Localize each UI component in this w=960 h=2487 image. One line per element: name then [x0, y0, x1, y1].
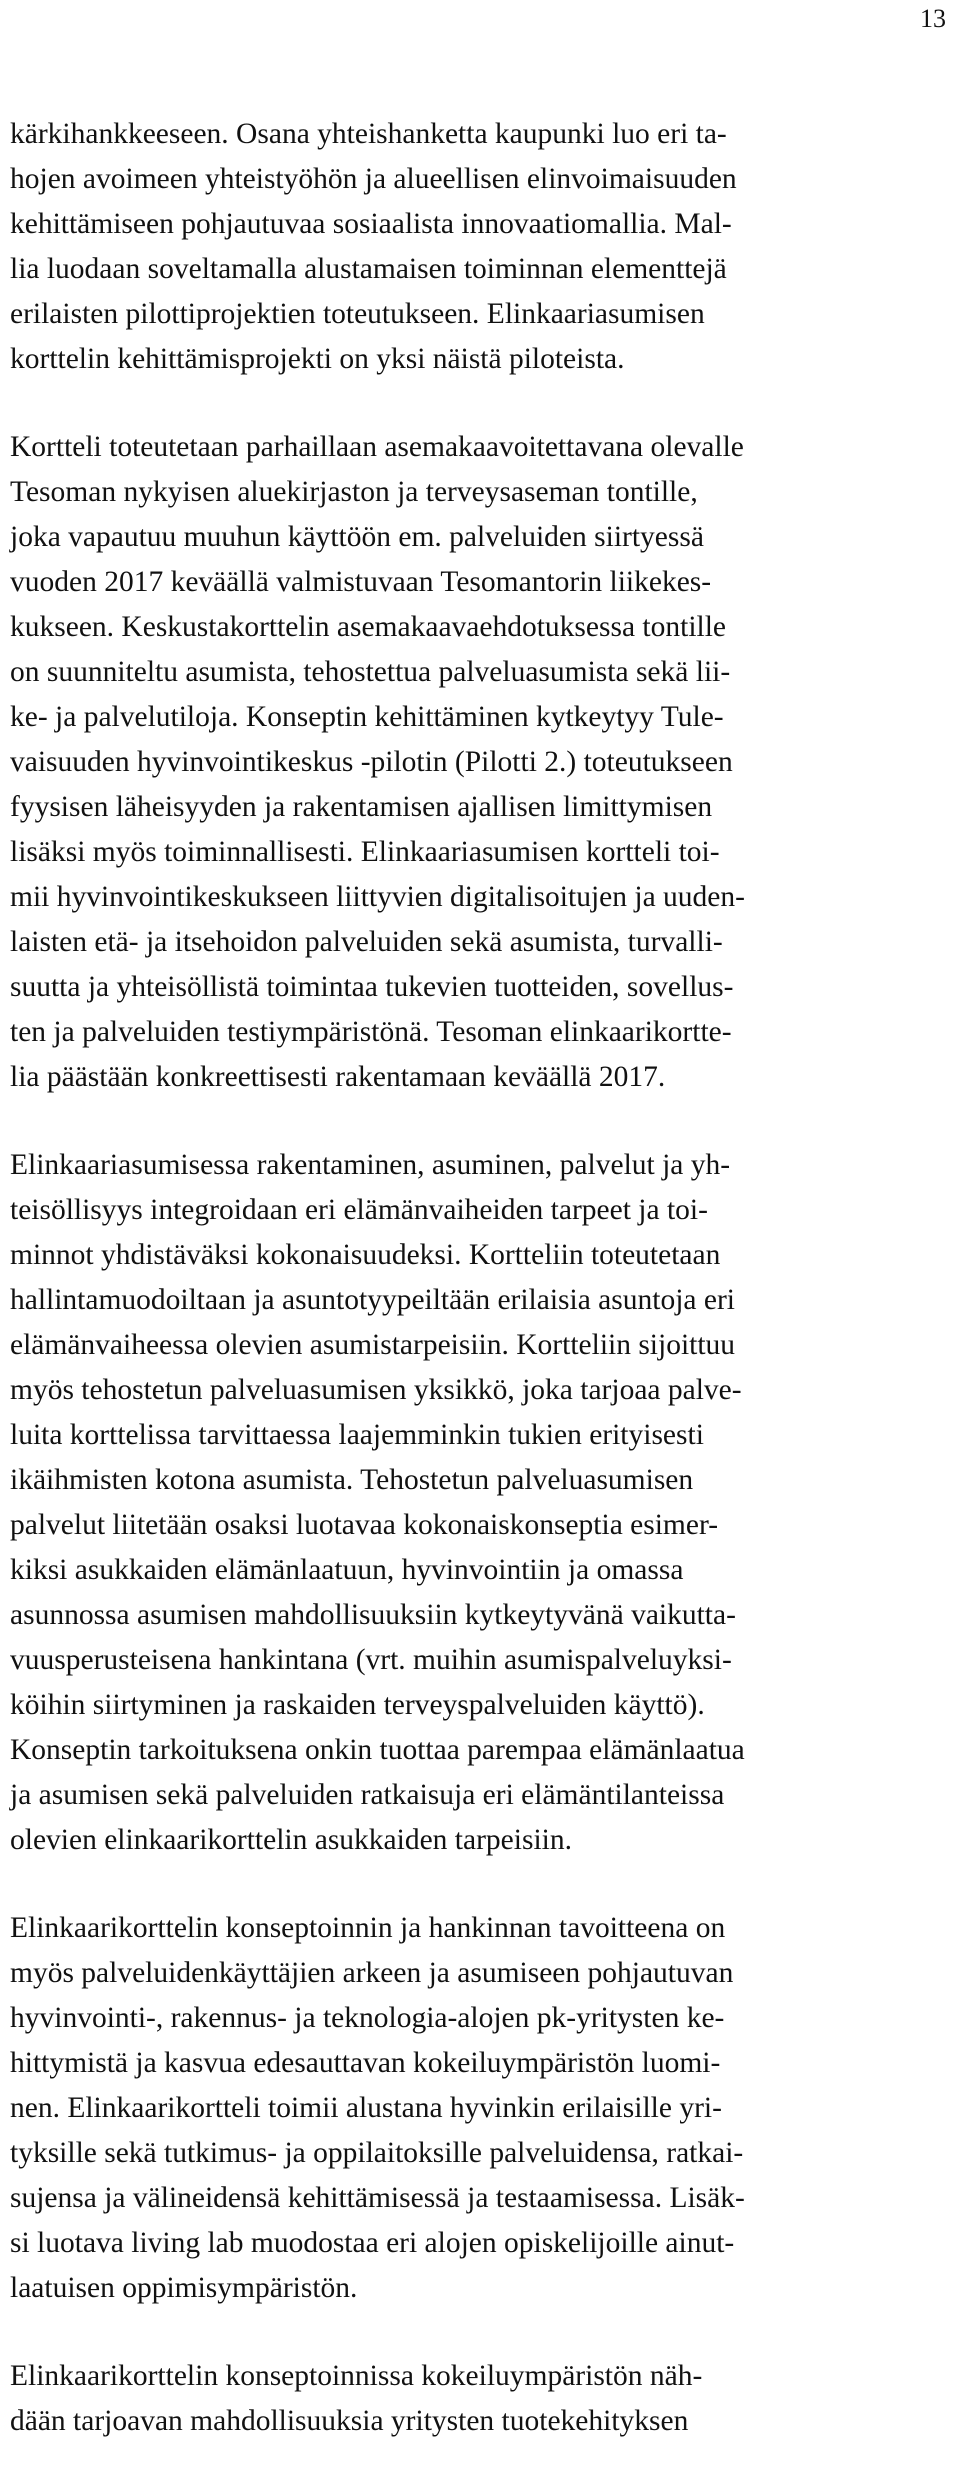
text-line: Kortteli toteutetaan parhaillaan asemakaavoitettavana olevalle [10, 431, 744, 463]
text-line: minnot yhdistäväksi kokonaisuudeksi. Kortteliin toteutetaan [10, 1239, 721, 1271]
text-line: myös palveluidenkäyttäjien arkeen ja asumiseen pohjautuvan [10, 1957, 734, 1989]
text-line: on suunniteltu asumista, tehostettua palveluasumista sekä lii- [10, 656, 731, 688]
text-line: lisäksi myös toiminnallisesti. Elinkaariasumisen kortteli toi- [10, 836, 720, 868]
paragraph-2 [10, 425, 870, 1100]
text-line: ikäihmisten kotona asumista. Tehostetun palveluasumisen [10, 1464, 694, 1496]
text-line: Elinkaarikorttelin konseptoinnin ja hankinnan tavoitteena on [10, 1912, 726, 1944]
text-line: köihin siirtyminen ja raskaiden terveyspalveluiden käyttö). [10, 1689, 705, 1721]
text-line: kukseen. Keskustakorttelin asemakaavaehdotuksessa tontille [10, 611, 726, 643]
text-line: luita korttelissa tarvittaessa laajemminkin tukien erityisesti [10, 1419, 704, 1451]
text-line: vuoden 2017 keväällä valmistuvaan Tesomantorin liikekes- [10, 566, 712, 598]
text-line: Tesoman nykyisen aluekirjaston ja terveysaseman tontille, [10, 476, 698, 508]
text-line: Elinkaariasumisessa rakentaminen, asuminen, palvelut ja yh- [10, 1149, 731, 1181]
paragraph-1 [10, 112, 870, 382]
text-line: vaisuuden hyvinvointikeskus -pilotin (Pilotti 2.) toteutukseen [10, 746, 733, 778]
page-number: 13 [920, 4, 946, 33]
text-line: lia päästään konkreettisesti rakentamaan keväällä 2017. [10, 1061, 666, 1093]
text-line: teisöllisyys integroidaan eri elämänvaiheiden tarpeet ja toi- [10, 1194, 708, 1226]
text-line: hojen avoimeen yhteistyöhön ja alueellisen elinvoimaisuuden [10, 163, 737, 195]
text-line: asunnossa asumisen mahdollisuuksiin kytkeytyvänä vaikutta- [10, 1599, 736, 1631]
text-line: kärkihankkeeseen. Osana yhteishanketta kaupunki luo eri ta- [10, 118, 727, 150]
text-line: kehittämiseen pohjautuvaa sosiaalista innovaatiomallia. Mal- [10, 208, 732, 240]
text-line: lia luodaan soveltamalla alustamaisen toiminnan elementtejä [10, 253, 727, 285]
text-line: ten ja palveluiden testiympäristönä. Tesoman elinkaarikortte- [10, 1016, 732, 1048]
text-line: sujensa ja välineidensä kehittämisessä ja testaamisessa. Lisäk- [10, 2182, 745, 2214]
paragraph-5 [10, 2354, 870, 2444]
text-line: myös tehostetun palveluasumisen yksikkö, joka tarjoaa palve- [10, 1374, 742, 1406]
text-line: olevien elinkaarikorttelin asukkaiden tarpeisiin. [10, 1824, 572, 1856]
text-line: erilaisten pilottiprojektien toteutukseen. Elinkaariasumisen [10, 298, 705, 330]
text-line: si luotava living lab muodostaa eri alojen opiskelijoille ainut- [10, 2227, 735, 2259]
text-line: Elinkaarikorttelin konseptoinnissa kokeiluympäristön näh- [10, 2360, 703, 2392]
text-line: joka vapautuu muuhun käyttöön em. palveluiden siirtyessä [10, 521, 704, 553]
text-line: hallintamuodoiltaan ja asuntotyypeiltään erilaisia asuntoja eri [10, 1284, 735, 1316]
paragraph-4 [10, 1906, 870, 2311]
text-line: ja asumisen sekä palveluiden ratkaisuja eri elämäntilanteissa [10, 1779, 725, 1811]
text-line: fyysisen läheisyyden ja rakentamisen ajallisen limittymisen [10, 791, 713, 823]
document-body [10, 112, 870, 2487]
text-line: hittymistä ja kasvua edesauttavan kokeiluympäristön luomi- [10, 2047, 721, 2079]
text-line: Konseptin tarkoituksena onkin tuottaa parempaa elämänlaatua [10, 1734, 745, 1766]
paragraph-3 [10, 1143, 870, 1863]
text-line: laisten etä- ja itsehoidon palveluiden sekä asumista, turvalli- [10, 926, 723, 958]
text-line: suutta ja yhteisöllistä toimintaa tukevien tuotteiden, sovellus- [10, 971, 734, 1003]
text-line: palvelut liitetään osaksi luotavaa kokonaiskonseptia esimer- [10, 1509, 719, 1541]
text-line: ke- ja palvelutiloja. Konseptin kehittäminen kytkeytyy Tule- [10, 701, 724, 733]
text-line: elämänvaiheessa olevien asumistarpeisiin. Kortteliin sijoittuu [10, 1329, 736, 1361]
text-line: dään tarjoavan mahdollisuuksia yritysten tuotekehityksen [10, 2405, 689, 2437]
text-line: laatuisen oppimisympäristön. [10, 2272, 358, 2304]
text-line: tyksille sekä tutkimus- ja oppilaitoksille palveluidensa, ratkai- [10, 2137, 744, 2169]
text-line: hyvinvointi-, rakennus- ja teknologia-alojen pk-yritysten ke- [10, 2002, 725, 2034]
text-line: korttelin kehittämisprojekti on yksi näistä piloteista. [10, 343, 625, 375]
text-line: kiksi asukkaiden elämänlaatuun, hyvinvointiin ja omassa [10, 1554, 684, 1586]
text-line: mii hyvinvointikeskukseen liittyvien digitalisoitujen ja uuden- [10, 881, 745, 913]
text-line: vuusperusteisena hankintana (vrt. muihin asumispalveluyksi- [10, 1644, 732, 1676]
text-line: nen. Elinkaarikortteli toimii alustana hyvinkin erilaisille yri- [10, 2092, 722, 2124]
